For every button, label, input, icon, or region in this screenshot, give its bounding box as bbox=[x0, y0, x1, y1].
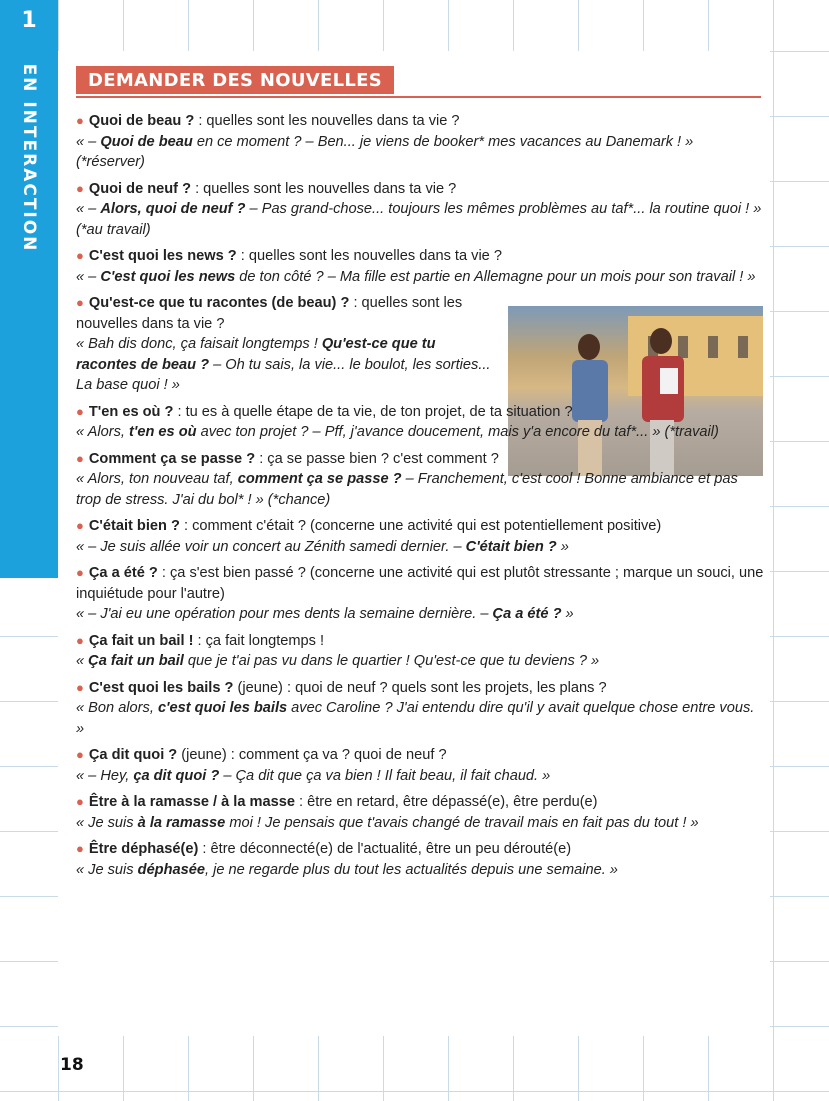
expression-definition: : être en retard, être dépassé(e), être perdu(e) bbox=[294, 794, 598, 810]
example-highlight: Ça fait un bail bbox=[88, 653, 184, 669]
example-highlight: Alors, quoi de neuf ? bbox=[100, 201, 246, 217]
expression-entry bbox=[76, 678, 766, 740]
expression-term: Quoi de neuf ? bbox=[88, 180, 192, 197]
expression-entry bbox=[76, 402, 766, 443]
expression-example bbox=[76, 766, 766, 787]
expression-definition: : quelles sont les nouvelles dans ta vie ? bbox=[76, 295, 463, 332]
expression-term: Qu'est-ce que tu racontes (de beau) ? bbox=[88, 295, 350, 311]
expression-entry bbox=[76, 179, 766, 241]
example-text: « Alors, ton nouveau taf, bbox=[76, 471, 238, 487]
expression-example bbox=[76, 860, 766, 881]
bullet-icon: ● bbox=[76, 113, 84, 128]
expression-example bbox=[76, 267, 766, 288]
example-text: « Je suis bbox=[76, 814, 138, 831]
bullet-icon: ● bbox=[76, 632, 84, 648]
bullet-icon: ● bbox=[76, 248, 84, 263]
expression-term: Quoi de beau ? bbox=[88, 113, 195, 129]
example-text: « – bbox=[76, 201, 101, 217]
expression-definition: : quelles sont les nouvelles dans ta vie ? bbox=[194, 113, 460, 129]
example-text: » bbox=[556, 538, 569, 555]
expression-example bbox=[76, 199, 766, 240]
example-text: « Bon alors, bbox=[76, 700, 158, 716]
example-text: – Ça dit que ça va bien ! Il fait beau, il fait chaud. » bbox=[219, 767, 551, 784]
example-highlight: ça dit quoi ? bbox=[133, 767, 220, 784]
bullet-icon: ● bbox=[76, 747, 84, 762]
chapter-title: EN INTERACTION bbox=[19, 63, 39, 253]
example-text: « Bah dis donc, ça faisait longtemps ! bbox=[76, 336, 322, 352]
example-text: « – J'ai eu une opération pour mes dents la semaine dernière. – bbox=[76, 606, 493, 622]
example-text: de ton côté ? – Ma fille est partie en Allemagne pour un mois pour son travail ! » bbox=[235, 268, 756, 285]
example-text: en ce moment ? – Ben... je viens de booker* mes vacances au Danemark ! » (*réserver) bbox=[76, 133, 694, 170]
example-text: – Oh tu sais, la vie... le boulot, les sorties... La base quoi ! » bbox=[76, 356, 491, 393]
example-highlight: c'est quoi les bails bbox=[157, 700, 288, 716]
expression-term: C'est quoi les news ? bbox=[88, 248, 237, 264]
example-text: que je t'ai pas vu dans le quartier ! Qu'est-ce que tu deviens ? » bbox=[183, 653, 600, 669]
example-highlight: à la ramasse bbox=[137, 814, 226, 831]
example-text: « bbox=[76, 653, 89, 669]
expression-entry bbox=[76, 246, 766, 287]
expression-definition: : quelles sont les nouvelles dans ta vie ? bbox=[236, 248, 502, 264]
example-text: » bbox=[561, 606, 574, 622]
expression-term: Être à la ramasse / à la masse bbox=[88, 794, 295, 810]
expression-example bbox=[76, 537, 766, 558]
example-highlight: Quoi de beau bbox=[100, 133, 193, 150]
example-highlight: déphasée bbox=[137, 861, 205, 878]
expression-example bbox=[76, 334, 496, 396]
example-highlight: C'était bien ? bbox=[465, 538, 557, 555]
expression-example bbox=[76, 469, 766, 510]
example-highlight: Ça a été ? bbox=[492, 606, 562, 622]
chapter-sidebar bbox=[0, 0, 58, 578]
expression-term: Ça a été ? bbox=[88, 565, 158, 581]
page-content bbox=[58, 51, 770, 1036]
bullet-icon: ● bbox=[76, 679, 84, 695]
expression-list bbox=[76, 111, 766, 886]
example-text: moi ! Je pensais que t'avais changé de travail mais en fait pas du tout ! » bbox=[225, 814, 699, 831]
bullet-icon: ● bbox=[76, 841, 84, 856]
expression-entry bbox=[76, 563, 766, 625]
expression-term: C'est quoi les bails ? bbox=[88, 679, 234, 696]
expression-definition: (jeune) : comment ça va ? quoi de neuf ? bbox=[177, 747, 447, 763]
bullet-icon: ● bbox=[76, 518, 84, 533]
expression-entry bbox=[76, 745, 766, 786]
example-text: , je ne regarde plus du tout les actualités depuis une semaine. » bbox=[204, 861, 618, 878]
expression-entry bbox=[76, 293, 766, 396]
expression-example bbox=[76, 132, 766, 173]
expression-example bbox=[76, 604, 766, 625]
bullet-icon: ● bbox=[76, 565, 84, 580]
expression-entry bbox=[76, 839, 766, 880]
example-text: « Je suis bbox=[76, 861, 138, 878]
expression-definition: : ça fait longtemps ! bbox=[193, 632, 325, 649]
expression-term: Être déphasé(e) bbox=[88, 841, 199, 857]
expression-example bbox=[76, 422, 766, 443]
bullet-icon: ● bbox=[76, 295, 84, 310]
expression-definition: : quelles sont les nouvelles dans ta vie ? bbox=[191, 180, 457, 197]
example-text: « Alors, bbox=[76, 424, 129, 440]
expression-term: C'était bien ? bbox=[88, 518, 180, 534]
expression-example bbox=[76, 651, 766, 672]
expression-entry bbox=[76, 449, 766, 511]
page-number: 18 bbox=[60, 1055, 84, 1075]
bullet-icon: ● bbox=[76, 403, 84, 419]
example-text: – Pas grand-chose... toujours les mêmes problèmes au taf*... la routine quoi ! » (*au travail) bbox=[76, 201, 762, 238]
expression-example bbox=[76, 698, 766, 739]
expression-example bbox=[76, 813, 766, 834]
example-text: « – Hey, bbox=[76, 767, 134, 784]
bullet-icon: ● bbox=[76, 180, 84, 196]
expression-term: T'en es où ? bbox=[88, 403, 174, 420]
expression-definition: : tu es à quelle étape de ta vie, de ton projet, de ta situation ? bbox=[173, 403, 573, 420]
expression-definition: : ça se passe bien ? c'est comment ? bbox=[255, 450, 499, 467]
expression-definition: : comment c'était ? (concerne une activité qui est potentiellement positive) bbox=[179, 518, 662, 534]
expression-entry bbox=[76, 111, 766, 173]
expression-definition: (jeune) : quoi de neuf ? quels sont les projets, les plans ? bbox=[233, 679, 607, 696]
bullet-icon: ● bbox=[76, 794, 84, 809]
section-header bbox=[76, 66, 761, 98]
example-highlight: comment ça se passe ? bbox=[237, 471, 402, 487]
expression-term: Ça fait un bail ! bbox=[88, 632, 194, 649]
example-highlight: C'est quoi les news bbox=[100, 268, 236, 285]
expression-entry bbox=[76, 631, 766, 672]
example-text: avec Caroline ? J'ai entendu dire qu'il y avait quelque chose entre vous. » bbox=[76, 700, 755, 737]
expression-term: Comment ça se passe ? bbox=[88, 450, 256, 467]
example-text: avec ton projet ? – Pff, j'avance doucement, mais y'a encore du taf*... » (*travail) bbox=[196, 424, 719, 440]
example-highlight: t'en es où bbox=[129, 424, 197, 440]
expression-term: Ça dit quoi ? bbox=[88, 747, 178, 763]
bullet-icon: ● bbox=[76, 450, 84, 466]
example-text: « – bbox=[76, 133, 101, 150]
expression-definition: : être déconnecté(e) de l'actualité, être un peu dérouté(e) bbox=[198, 841, 572, 857]
expression-entry bbox=[76, 792, 766, 833]
example-highlight: Qu'est-ce que tu racontes de beau ? bbox=[76, 336, 436, 373]
example-text: – Franchement, c'est cool ! Bonne ambiance et pas trop de stress. J'ai du bol* ! » (*chance) bbox=[76, 471, 738, 508]
example-text: « – Je suis allée voir un concert au Zénith samedi dernier. – bbox=[76, 538, 466, 555]
example-text: « – bbox=[76, 268, 101, 285]
expression-entry bbox=[76, 516, 766, 557]
section-title: DEMANDER DES NOUVELLES bbox=[76, 66, 394, 94]
chapter-number: 1 bbox=[21, 8, 37, 33]
expression-definition: : ça s'est bien passé ? (concerne une activité qui est plutôt stressante ; marque un souci, une inquiétude pour l'autre) bbox=[76, 565, 764, 602]
